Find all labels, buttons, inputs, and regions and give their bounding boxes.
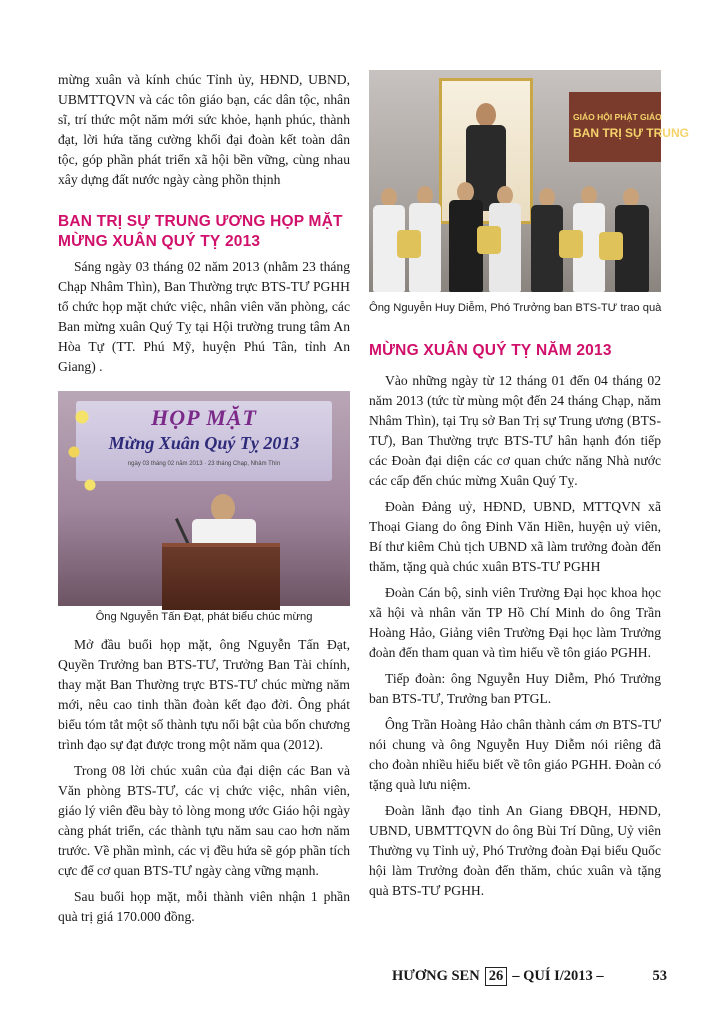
section-heading-spring: MỪNG XUÂN QUÝ TỴ NĂM 2013	[369, 342, 612, 359]
speaker-head	[211, 494, 235, 522]
gift-basket	[599, 232, 623, 260]
photo-caption-speaker: Ông Nguyễn Tấn Đạt, phát biểu chúc mừng	[95, 611, 313, 623]
issue-quarter: – QUÍ I/2013 –	[512, 967, 604, 984]
spring-paragraph-5: Ông Trần Hoàng Hảo chân thành cám ơn BTS-TƯ nói chung và ông Nguyễn Huy Diễm nói riêng đã cho đoàn nhiều hiểu biết về tôn giáo PGHH. Đoàn có tặng quà lưu niệm.	[369, 717, 661, 792]
intro-paragraph: mừng xuân và kính chúc Tỉnh ủy, HĐND, UBND, UBMTTQVN và các tôn giáo bạn, các dân tộc, nhân sĩ, trí thức một năm mới sức khỏe, hạnh phúc, thành đạt, lời hứa tăng cường khối đại đoàn kết toàn dân tộc, góp phần phát triển xã hội bền vững, cùng nhau xây dựng đất nước ngày càng phồn thịnh	[58, 72, 350, 187]
magazine-name: HƯƠNG SEN	[392, 967, 480, 984]
page-footer	[392, 965, 667, 987]
spring-paragraph-2: Đoàn Đảng uỷ, HĐND, UBND, MTTQVN xã Thoại Giang do ông Đinh Văn Hiền, huyện uỷ viên, Bí thư kiêm Chủ tịch UBND xã làm trưởng đoàn đến thăm, tặng quà chúc xuân BTS-TƯ PGHH	[369, 499, 661, 574]
meeting-paragraph-1: Sáng ngày 03 tháng 02 năm 2013 (nhằm 23 tháng Chạp Nhâm Thìn), Ban Thường trực BTS-TƯ PGHH tổ chức họp mặt chức việc, nhân viên văn phòng, các Ban mừng xuân Quý Tỵ tại Hội trường trung tâm An Hòa Tự (TT. Phú Mỹ, huyện Phú Tân, tỉnh An Giang) .	[58, 259, 350, 374]
banner-line-2: BAN TRỊ SỰ TRUNG	[573, 126, 689, 140]
page-number: 53	[652, 967, 667, 984]
meeting-paragraph-4: Sau buổi họp mặt, mỗi thành viên nhận 1 phần quà trị giá 170.000 đồng.	[58, 889, 350, 924]
meeting-paragraph-3: Trong 08 lời chúc xuân của đại diện các Ban và Văn phòng BTS-TƯ, các vị chức việc, nhân viên, giáo lý viên đều bày tỏ lòng mong ước Giáo hội ngày càng phát triển, các thành tựu năm sau cao hơn năm trước. Về phần mình, các vị đều hứa sẽ góp phần tích cực để cơ quan BTS-TƯ ngày càng vững mạnh.	[58, 763, 350, 878]
spring-paragraph-3: Đoàn Cán bộ, sinh viên Trường Đại học khoa học xã hội và nhân văn TP Hồ Chí Minh do ông Trần Hoàng Hảo, Giảng viên Trường Đại học làm Trưởng đoàn đến tham quan và tìm hiểu về tôn giáo PGHH.	[369, 585, 661, 660]
spring-paragraph-6: Đoàn lãnh đạo tỉnh An Giang ĐBQH, HĐND, UBND, UBMTTQVN do ông Bùi Trí Dũng, Uỷ viên Thường vụ Tỉnh uỷ, Phó Trưởng đoàn Đại biểu Quốc hội làm Trưởng đoàn đến thăm, chúc xuân và tặng quà BTS-TƯ PGHH.	[369, 803, 661, 898]
gift-basket	[559, 230, 583, 258]
left-column	[58, 70, 350, 927]
right-column	[369, 70, 689, 901]
photo-gift-giving	[369, 70, 689, 315]
podium	[162, 543, 280, 610]
event-banner	[76, 401, 332, 481]
issue-number: 26	[485, 967, 508, 986]
flower-decoration	[62, 397, 102, 507]
banner-line-1: GIÁO HỘI PHẬT GIÁO	[573, 112, 662, 122]
photo-caption-gift: Ông Nguyễn Huy Diễm, Phó Trưởng ban BTS-TƯ trao quà	[369, 302, 662, 314]
meeting-paragraph-2: Mở đầu buổi họp mặt, ông Nguyễn Tấn Đạt, Quyền Trưởng ban BTS-TƯ, Trưởng Ban Tài chính, thay mặt Ban Thường trực BTS-TƯ chúc mừng năm mới, nêu cao tinh thần đoàn kết đạo đời. Ông phát biểu tóm tắt một số thành tựu nổi bật của bốn chương trình đạo sự đạt được trong một năm qua (2012).	[58, 637, 350, 752]
spring-paragraph-4: Tiếp đoàn: ông Nguyễn Huy Diễm, Phó Trưởng ban BTS-TƯ, Trưởng ban PTGL.	[369, 671, 661, 706]
spring-paragraph-1: Vào những ngày từ 12 tháng 01 đến 04 tháng 02 năm 2013 (tức từ mùng một đến 24 tháng Chạp, năm Nhâm Thìn), tại Trụ sở Ban Trị sự Trung ương (BTS-TƯ), Ban Thường trực BTS-TƯ hân hạnh đón tiếp các Đoàn đại diện các cơ quan chức năng Nhà nước các cấp đến chúc mừng Xuân Quý Tỵ.	[369, 373, 661, 488]
gift-basket	[477, 226, 501, 254]
banner-title-small: HỌP MẶT	[151, 405, 257, 430]
organization-banner	[569, 92, 689, 162]
photo-speaker	[58, 391, 350, 624]
gift-basket	[397, 230, 421, 258]
section-heading-meeting: BAN TRỊ SỰ TRUNG ƯƠNG HỌP MẶT MỪNG XUÂN QUÝ TỴ 2013	[58, 213, 343, 250]
banner-title-main: Mừng Xuân Quý Tỵ 2013	[108, 433, 300, 453]
banner-subtitle: ngày 03 tháng 02 năm 2013 · 23 tháng Chạp, Nhâm Thìn	[127, 461, 281, 467]
